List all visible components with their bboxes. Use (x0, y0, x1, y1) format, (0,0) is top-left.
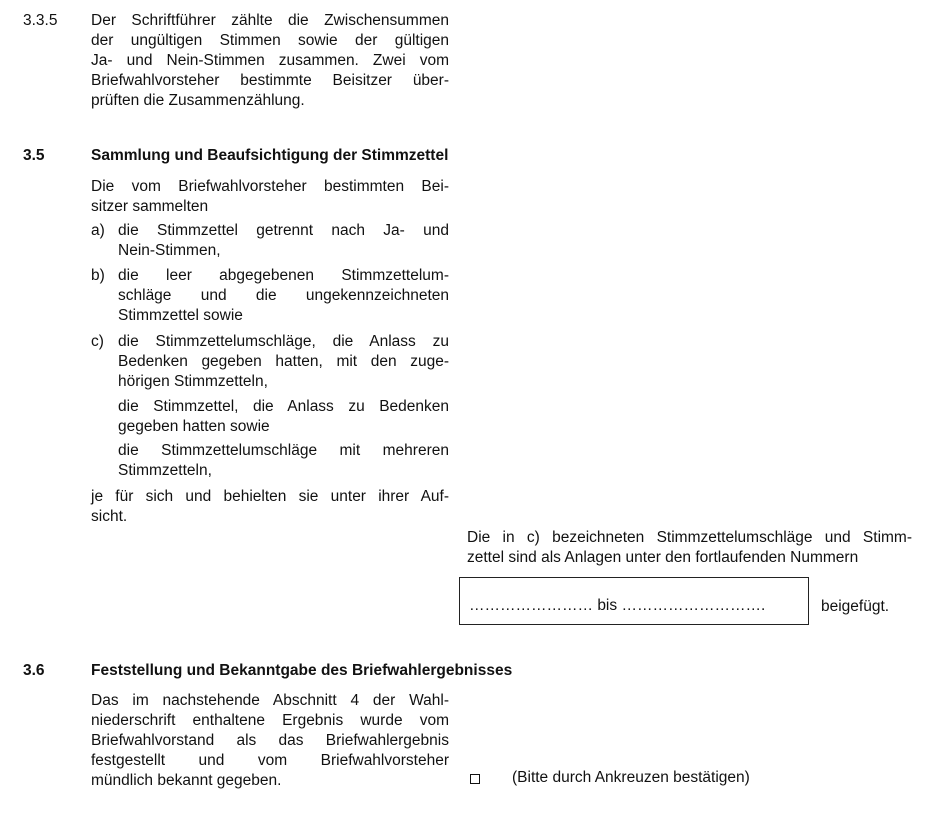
list-label: c) (91, 333, 104, 350)
list-label: a) (91, 222, 105, 239)
section-3-5-intro (91, 177, 449, 217)
sub-item-c-1 (118, 397, 449, 437)
range-to-dots: ………………………. (621, 597, 766, 614)
text-line: Der Schriftführer zählte die Zwischensummen (91, 12, 449, 29)
text-line: festgestellt und vom Briefwahlvorsteher (91, 752, 449, 769)
annex-note (467, 528, 912, 568)
text-line: zettel sind als Anlagen unter den fortlaufenden Nummern (467, 549, 859, 566)
text-line: Bedenken gegeben hatten, mit den zuge- (118, 353, 449, 370)
section-number-3-5: 3.5 (23, 147, 45, 164)
text-line: Die vom Briefwahlvorsteher bestimmten Bei- (91, 178, 449, 195)
text-line: Die in c) bezeichneten Stimmzettelumschläge und Stimm- (467, 529, 912, 546)
text-line: mündlich bekannt gegeben. (91, 772, 282, 789)
text-line: die Stimmzettelumschläge mit mehreren (118, 442, 449, 459)
list-label: b) (91, 267, 105, 284)
text-line: niederschrift enthaltene Ergebnis wurde vom (91, 712, 449, 729)
text-line: sitzer sammelten (91, 198, 209, 215)
text-line: Stimmzettel sowie (118, 307, 243, 324)
text-line: Briefwahlvorsteher bestimmte Beisitzer über- (91, 72, 449, 89)
text-line: Stimmzetteln, (118, 462, 212, 479)
annex-number-range-field[interactable] (469, 596, 765, 616)
section-3-5-heading: Sammlung und Beaufsichtigung der Stimmzettel (91, 147, 449, 164)
text-line: je für sich und behielten sie unter ihrer Auf- (91, 488, 449, 505)
section-3-3-5-text (91, 11, 449, 111)
confirm-label: (Bitte durch Ankreuzen bestätigen) (512, 769, 750, 786)
text-line: die Stimmzettel getrennt nach Ja- und (118, 222, 449, 239)
attached-label: beigefügt. (821, 598, 890, 615)
sub-item-c-2 (118, 441, 449, 481)
text-line: Das im nachstehende Abschnitt 4 der Wahl- (91, 692, 449, 709)
text-line: prüften die Zusammenzählung. (91, 92, 305, 109)
text-line: hörigen Stimmzetteln, (118, 373, 268, 390)
section-3-6-heading: Feststellung und Bekanntgabe des Briefwahlergebnisses (91, 662, 513, 679)
text-line: die Stimmzettel, die Anlass zu Bedenken (118, 398, 449, 415)
text-line: die leer abgegebenen Stimmzettelum- (118, 267, 449, 284)
text-line: sicht. (91, 508, 128, 525)
range-from-dots: …………………… (469, 597, 593, 614)
section-number-3-6: 3.6 (23, 662, 45, 679)
text-line: Nein-Stimmen, (118, 242, 221, 259)
text-line: Ja- und Nein-Stimmen zusammen. Zwei vom (91, 52, 449, 69)
section-3-6-text (91, 691, 449, 791)
range-bis-label: bis (597, 597, 618, 614)
text-line: der ungültigen Stimmen sowie der gültigen (91, 32, 449, 49)
confirm-checkbox[interactable] (470, 774, 480, 784)
section-number-3-3-5: 3.3.5 (23, 12, 58, 29)
section-3-5-closing (91, 487, 449, 527)
text-line: die Stimmzettelumschläge, die Anlass zu (118, 333, 449, 350)
text-line: Briefwahlvorstand als das Briefwahlergebnis (91, 732, 449, 749)
text-line: schläge und die ungekennzeichneten (118, 287, 449, 304)
text-line: gegeben hatten sowie (118, 418, 270, 435)
